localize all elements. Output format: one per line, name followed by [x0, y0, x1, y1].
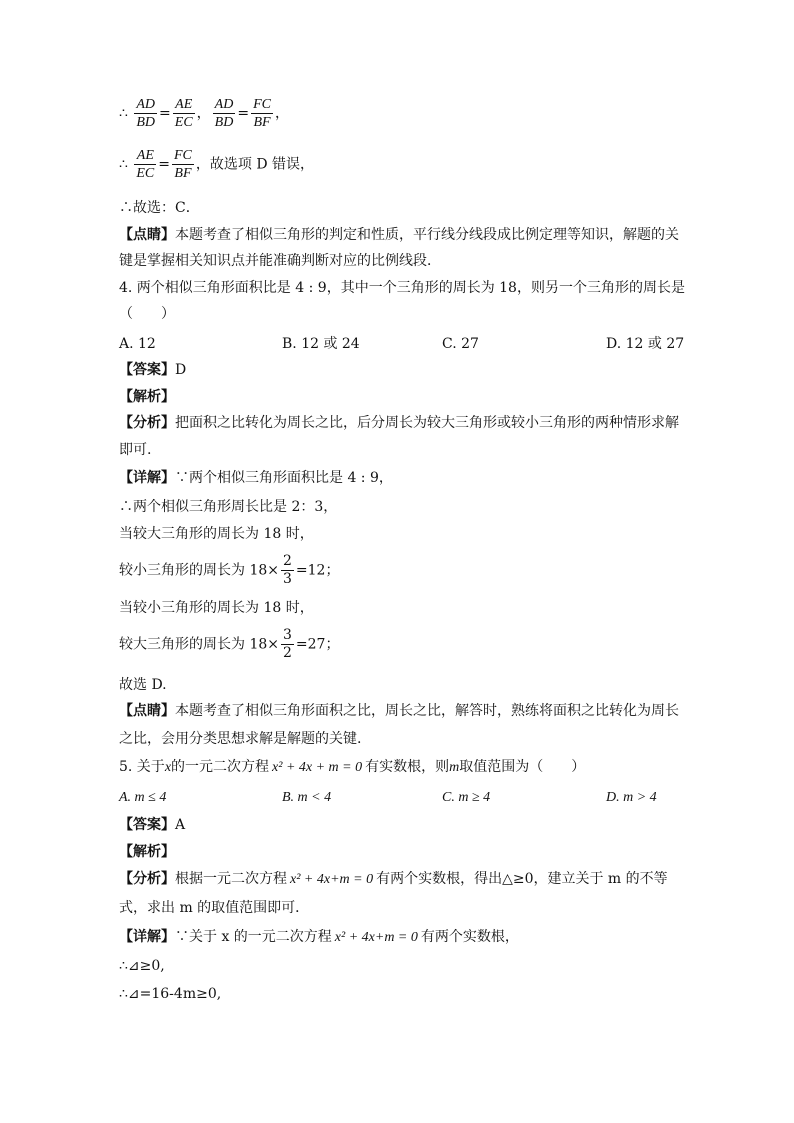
equation: x² + 4x + m = 0	[272, 760, 363, 775]
q5-option-a: A. m ≤ 4	[119, 790, 167, 805]
text: 有两个实数根，	[420, 929, 519, 945]
ratio-line-1	[119, 96, 289, 131]
denominator: BD	[214, 115, 234, 130]
dianjing-line-1	[119, 225, 679, 245]
fraction-fc-bf	[251, 96, 273, 131]
answer-tag: 【答案】	[119, 817, 175, 833]
text: 取值范围为（ ）	[459, 759, 586, 775]
dianjing-tag: 【点睛】	[119, 703, 175, 719]
fenxi-tag: 【分析】	[119, 871, 175, 887]
q5-fenxi-line-1	[119, 869, 668, 890]
text: 5. 关于	[119, 759, 165, 775]
q5-option-d: D. m > 4	[606, 790, 657, 805]
text: 的一元二次方程	[171, 759, 270, 775]
ratio-line-2	[119, 147, 314, 182]
fraction-3-2	[281, 627, 294, 662]
conclusion-text: ，故选项 D 错误，	[195, 156, 315, 173]
text: 较大三角形的周长为 18×	[119, 636, 279, 653]
therefore-symbol: ∴	[119, 105, 128, 122]
numerator: 2	[283, 553, 292, 569]
equals: =	[158, 156, 170, 173]
q5-fenxi-line-2: 式，求出 m 的取值范围即可．	[119, 900, 310, 916]
therefore-symbol: ∴	[119, 156, 128, 173]
numerator: FC	[253, 97, 271, 112]
fraction-2-3	[281, 553, 294, 588]
text: 较小三角形的周长为 18×	[119, 562, 279, 579]
q4-option-d: D. 12 或 27	[606, 336, 685, 352]
comma: ，	[274, 105, 289, 122]
q5-analysis-tag: 【解析】	[119, 844, 175, 860]
equals: =	[237, 105, 250, 122]
denominator: BF	[253, 115, 271, 130]
detail-tag: 【详解】	[119, 470, 175, 486]
q4-option-b: B. 12 或 24	[282, 336, 360, 352]
q4-detail-line-3: 当较大三角形的周长为 18 时，	[119, 526, 314, 542]
fraction-fc-bf	[172, 147, 194, 182]
numerator: FC	[174, 148, 192, 163]
text: ∵关于 x 的一元二次方程	[175, 929, 332, 945]
numerator: AE	[173, 96, 195, 114]
q4-fenxi-line-2: 即可.	[119, 442, 152, 458]
q4-detail-line-1	[119, 468, 393, 488]
q4-detail-line-2: ∴两个相似三角形周长比是 2：3，	[119, 499, 338, 515]
choose-c-line: ∴故选：C．	[119, 200, 200, 216]
q4-analysis-tag: 【解析】	[119, 389, 175, 405]
dianjing-line-2: 键是掌握相关知识点并能准确判断对应的比例线段．	[119, 253, 441, 269]
equation: x² + 4x+m = 0	[290, 872, 374, 887]
dianjing-tag: 【点睛】	[119, 227, 175, 243]
dianjing-text: 本题考查了相似三角形面积之比，周长之比，解答时，熟练将面积之比转化为周长	[175, 703, 679, 719]
q4-detail-line-4	[119, 553, 339, 588]
denominator: 2	[283, 645, 292, 661]
fraction-ae-ec	[134, 147, 156, 182]
denominator: BF	[174, 166, 192, 181]
answer-value: D	[175, 362, 187, 378]
q5-detail-line-3: ∴⊿=16-4m≥0,	[119, 986, 222, 1002]
q4-dianjing-line-1	[119, 701, 679, 721]
denominator: EC	[136, 166, 155, 181]
denominator: BD	[136, 115, 156, 130]
answer-tag: 【答案】	[119, 362, 175, 378]
q4-dianjing-line-2: 之比，会用分类思想求解是解题的关键.	[119, 731, 362, 747]
q5-detail-line-1	[119, 927, 519, 948]
fraction-ad-bd-2	[213, 96, 236, 131]
denominator: EC	[174, 115, 193, 130]
q5-stem	[119, 757, 585, 778]
equation: x² + 4x+m = 0	[334, 930, 418, 945]
q4-option-c: C. 27	[442, 336, 479, 352]
q4-detail-line-7: 故选 D.	[119, 677, 167, 693]
q4-detail-line-5: 当较小三角形的周长为 18 时，	[119, 600, 314, 616]
text: =12；	[295, 562, 340, 579]
comma: ，	[196, 105, 211, 122]
text: 有两个实数根，得出△≥0，建立关于 m 的不等	[376, 871, 668, 887]
q4-stem-line-2: （ ）	[119, 306, 175, 322]
numerator: AE	[134, 147, 156, 165]
q5-option-c: C. m ≥ 4	[442, 790, 491, 805]
detail-text: ∵两个相似三角形面积比是 4 : 9，	[175, 470, 393, 486]
fenxi-tag: 【分析】	[119, 415, 175, 431]
answer-value: A	[175, 817, 186, 833]
q5-answer	[119, 815, 185, 835]
fenxi-text: 把面积之比转化为周长之比，后分周长为较大三角形或较小三角形的两种情形求解	[175, 415, 679, 431]
q4-detail-line-6	[119, 627, 339, 662]
text: 有实数根，则	[365, 759, 450, 775]
fraction-ae-ec	[173, 96, 195, 131]
text: =27；	[295, 636, 340, 653]
var-m: m	[449, 760, 460, 775]
text: 根据一元二次方程	[175, 871, 287, 887]
q5-detail-line-2: ∴⊿≥0,	[119, 958, 165, 974]
numerator: AD	[214, 97, 234, 112]
fraction-ad-bd	[134, 96, 157, 131]
equals: =	[159, 105, 171, 122]
q5-option-b: B. m < 4	[282, 790, 332, 805]
q4-answer	[119, 360, 186, 380]
q4-option-a: A. 12	[119, 336, 156, 352]
numerator: 3	[283, 627, 292, 643]
var-x: x	[164, 760, 172, 775]
dianjing-text: 本题考查了相似三角形的判定和性质，平行线分线段成比例定理等知识，解题的关	[175, 227, 679, 243]
denominator: 3	[283, 571, 292, 587]
numerator: AD	[136, 97, 156, 112]
q4-stem-line-1: 4. 两个相似三角形面积比是 4 : 9，其中一个三角形的周长为 18，则另一个三角形的周长是	[119, 280, 685, 296]
q4-fenxi-line-1	[119, 413, 679, 433]
detail-tag: 【详解】	[119, 929, 175, 945]
